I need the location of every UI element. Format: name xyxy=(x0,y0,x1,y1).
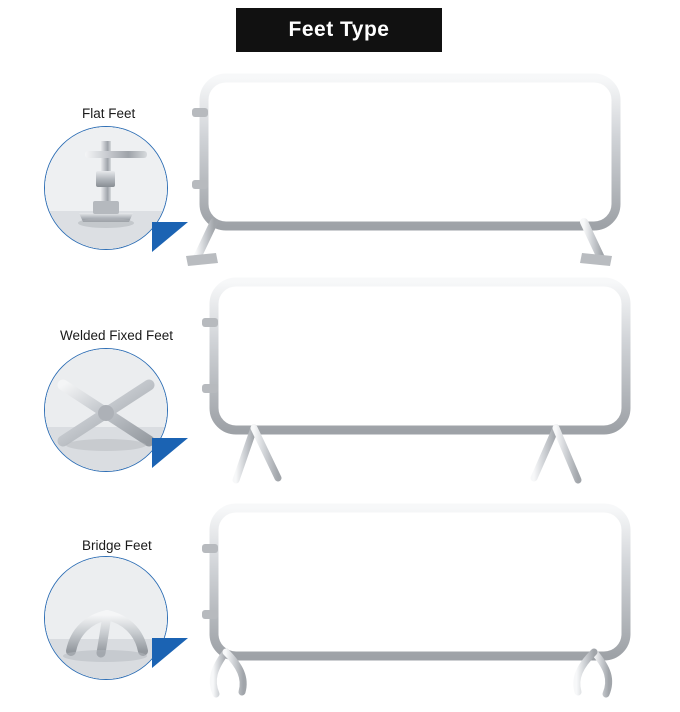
welded-fixed-foot-photo-icon xyxy=(45,349,167,471)
barrier-flat-feet xyxy=(186,60,656,270)
callout-label-bridge-feet: Bridge Feet xyxy=(82,538,152,553)
crowd-control-barrier-flat-feet-icon xyxy=(186,60,656,270)
detail-photo-welded-fixed-feet xyxy=(44,348,168,472)
callout-label-flat-feet: Flat Feet xyxy=(82,106,136,121)
title-banner xyxy=(236,8,442,52)
barrier-bridge-feet xyxy=(196,500,666,700)
triangle-pointer-icon-2 xyxy=(152,438,188,468)
crowd-control-barrier-welded-fixed-feet-icon xyxy=(196,272,666,490)
callout-label-welded-fixed-feet: Welded Fixed Feet xyxy=(60,328,174,343)
flat-foot-photo-icon xyxy=(45,127,167,249)
page-title: Feet Type xyxy=(288,18,390,41)
barrier-welded-fixed-feet xyxy=(196,272,666,490)
triangle-pointer-icon-1 xyxy=(152,222,188,252)
detail-photo-bridge-feet xyxy=(44,556,168,680)
detail-photo-flat-feet xyxy=(44,126,168,250)
triangle-pointer-icon-3 xyxy=(152,638,188,668)
bridge-foot-photo-icon xyxy=(45,557,167,679)
crowd-control-barrier-bridge-feet-icon xyxy=(196,500,666,700)
